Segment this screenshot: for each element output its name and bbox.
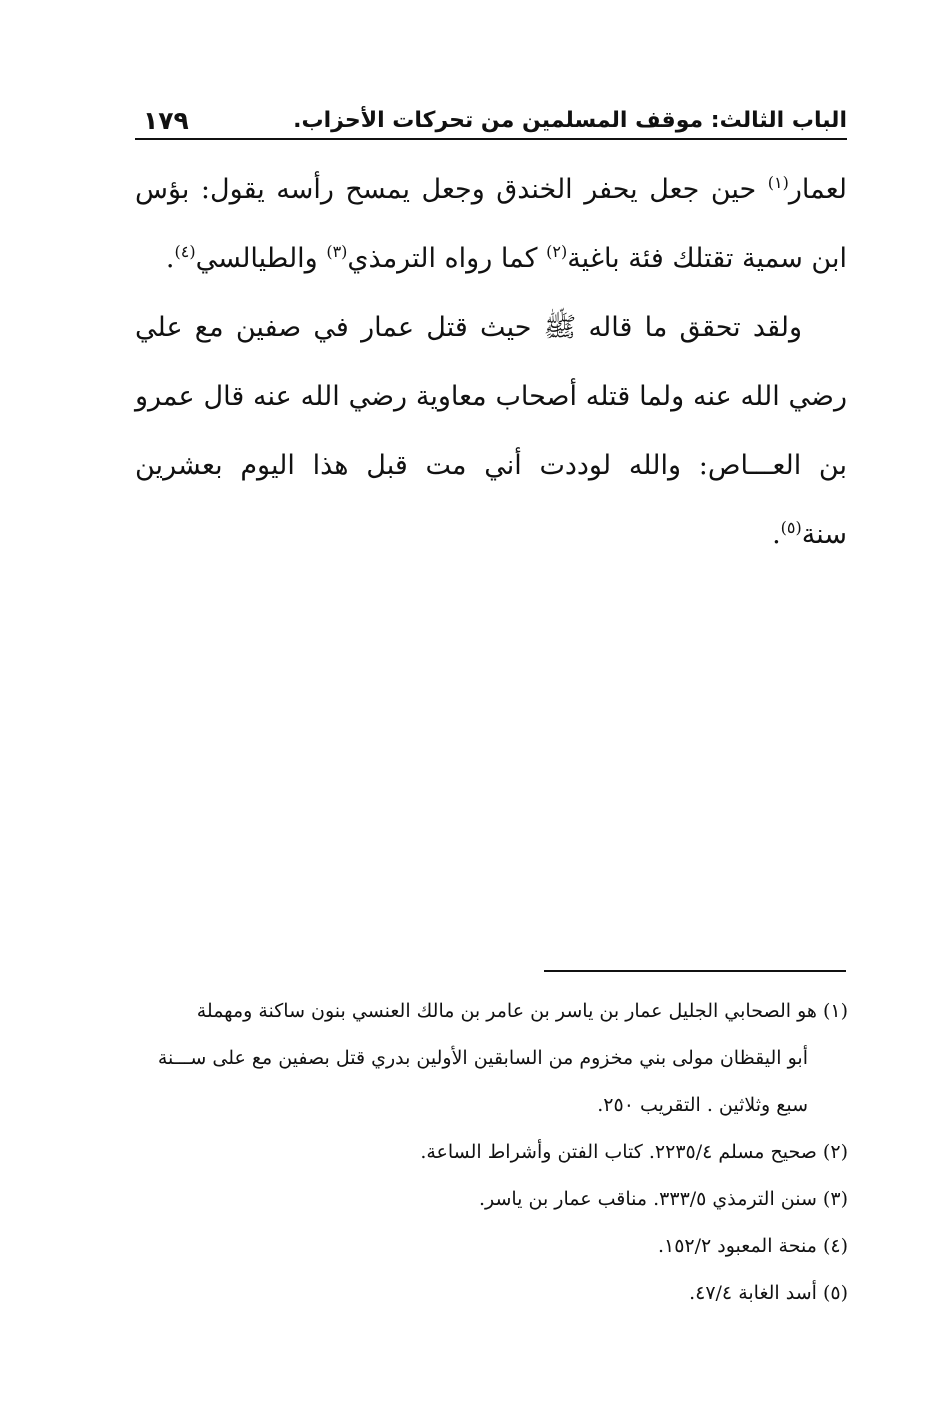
footnote-2: (٢) صحيح مسلم ٢٢٣٥/٤. كتاب الفتن وأشراط الساعة. bbox=[420, 1141, 848, 1163]
text-segment: لعمار bbox=[788, 174, 847, 205]
chapter-title: الباب الثالث: موقف المسلمين من تحركات الأحزاب. bbox=[293, 108, 847, 133]
text-segment: حين جعل يحفر الخندق وجعل يمسح رأسه يقول: بؤس ابن سمية تقتلك فئة باغية bbox=[135, 174, 847, 274]
text-segment: ولقد تحقق ما قاله ﷺ حيث قتل عمار في صفين مع علي رضي الله عنه ولما قتله أصحاب معاوية رضي الله عنه قال عمرو بن العـــاص: والله لوددت أني مت قبل هذا اليوم بعشرين سنة bbox=[135, 312, 847, 550]
footnote-1-line-3: سبع وثلاثين . التقريب ٢٥٠. bbox=[597, 1094, 808, 1116]
text-segment: كما رواه الترمذي bbox=[347, 243, 547, 274]
footnote-5: (٥) أسد الغابة ٤٧/٤. bbox=[689, 1282, 848, 1304]
paragraph-1 bbox=[135, 155, 847, 293]
footnote-1-line-1: (١) هو الصحابي الجليل عمار بن ياسر بن عامر بن مالك العنسي بنون ساكنة ومهملة bbox=[196, 1000, 848, 1022]
footnote-1-line-2: أبو اليقظان مولى بني مخزوم من السابقين الأولين بدري قتل بصفين مع على ســـنة bbox=[157, 1047, 808, 1069]
footnote-ref-4: (٤) bbox=[174, 242, 196, 261]
footnote-separator bbox=[544, 970, 846, 972]
footnote-ref-3: (٣) bbox=[326, 242, 348, 261]
footnotes bbox=[130, 988, 848, 1317]
text-segment: والطيالسي bbox=[195, 243, 327, 274]
main-text bbox=[135, 155, 847, 569]
footnote-ref-1: (١) bbox=[767, 173, 789, 192]
footnote-ref-5: (٥) bbox=[780, 518, 802, 537]
page-number: ١٧٩ bbox=[143, 106, 189, 135]
footnote-3: (٣) سنن الترمذي ٣٣٣/٥. مناقب عمار بن ياسر. bbox=[478, 1188, 848, 1210]
text-segment: . bbox=[165, 243, 175, 274]
footnote-4: (٤) منحة المعبود ١٥٢/٢. bbox=[657, 1235, 848, 1257]
footnote-ref-2: (٢) bbox=[546, 242, 568, 261]
header-rule bbox=[135, 138, 847, 140]
paragraph-2 bbox=[135, 293, 847, 569]
text-segment: . bbox=[772, 519, 781, 550]
page-header bbox=[135, 100, 847, 140]
